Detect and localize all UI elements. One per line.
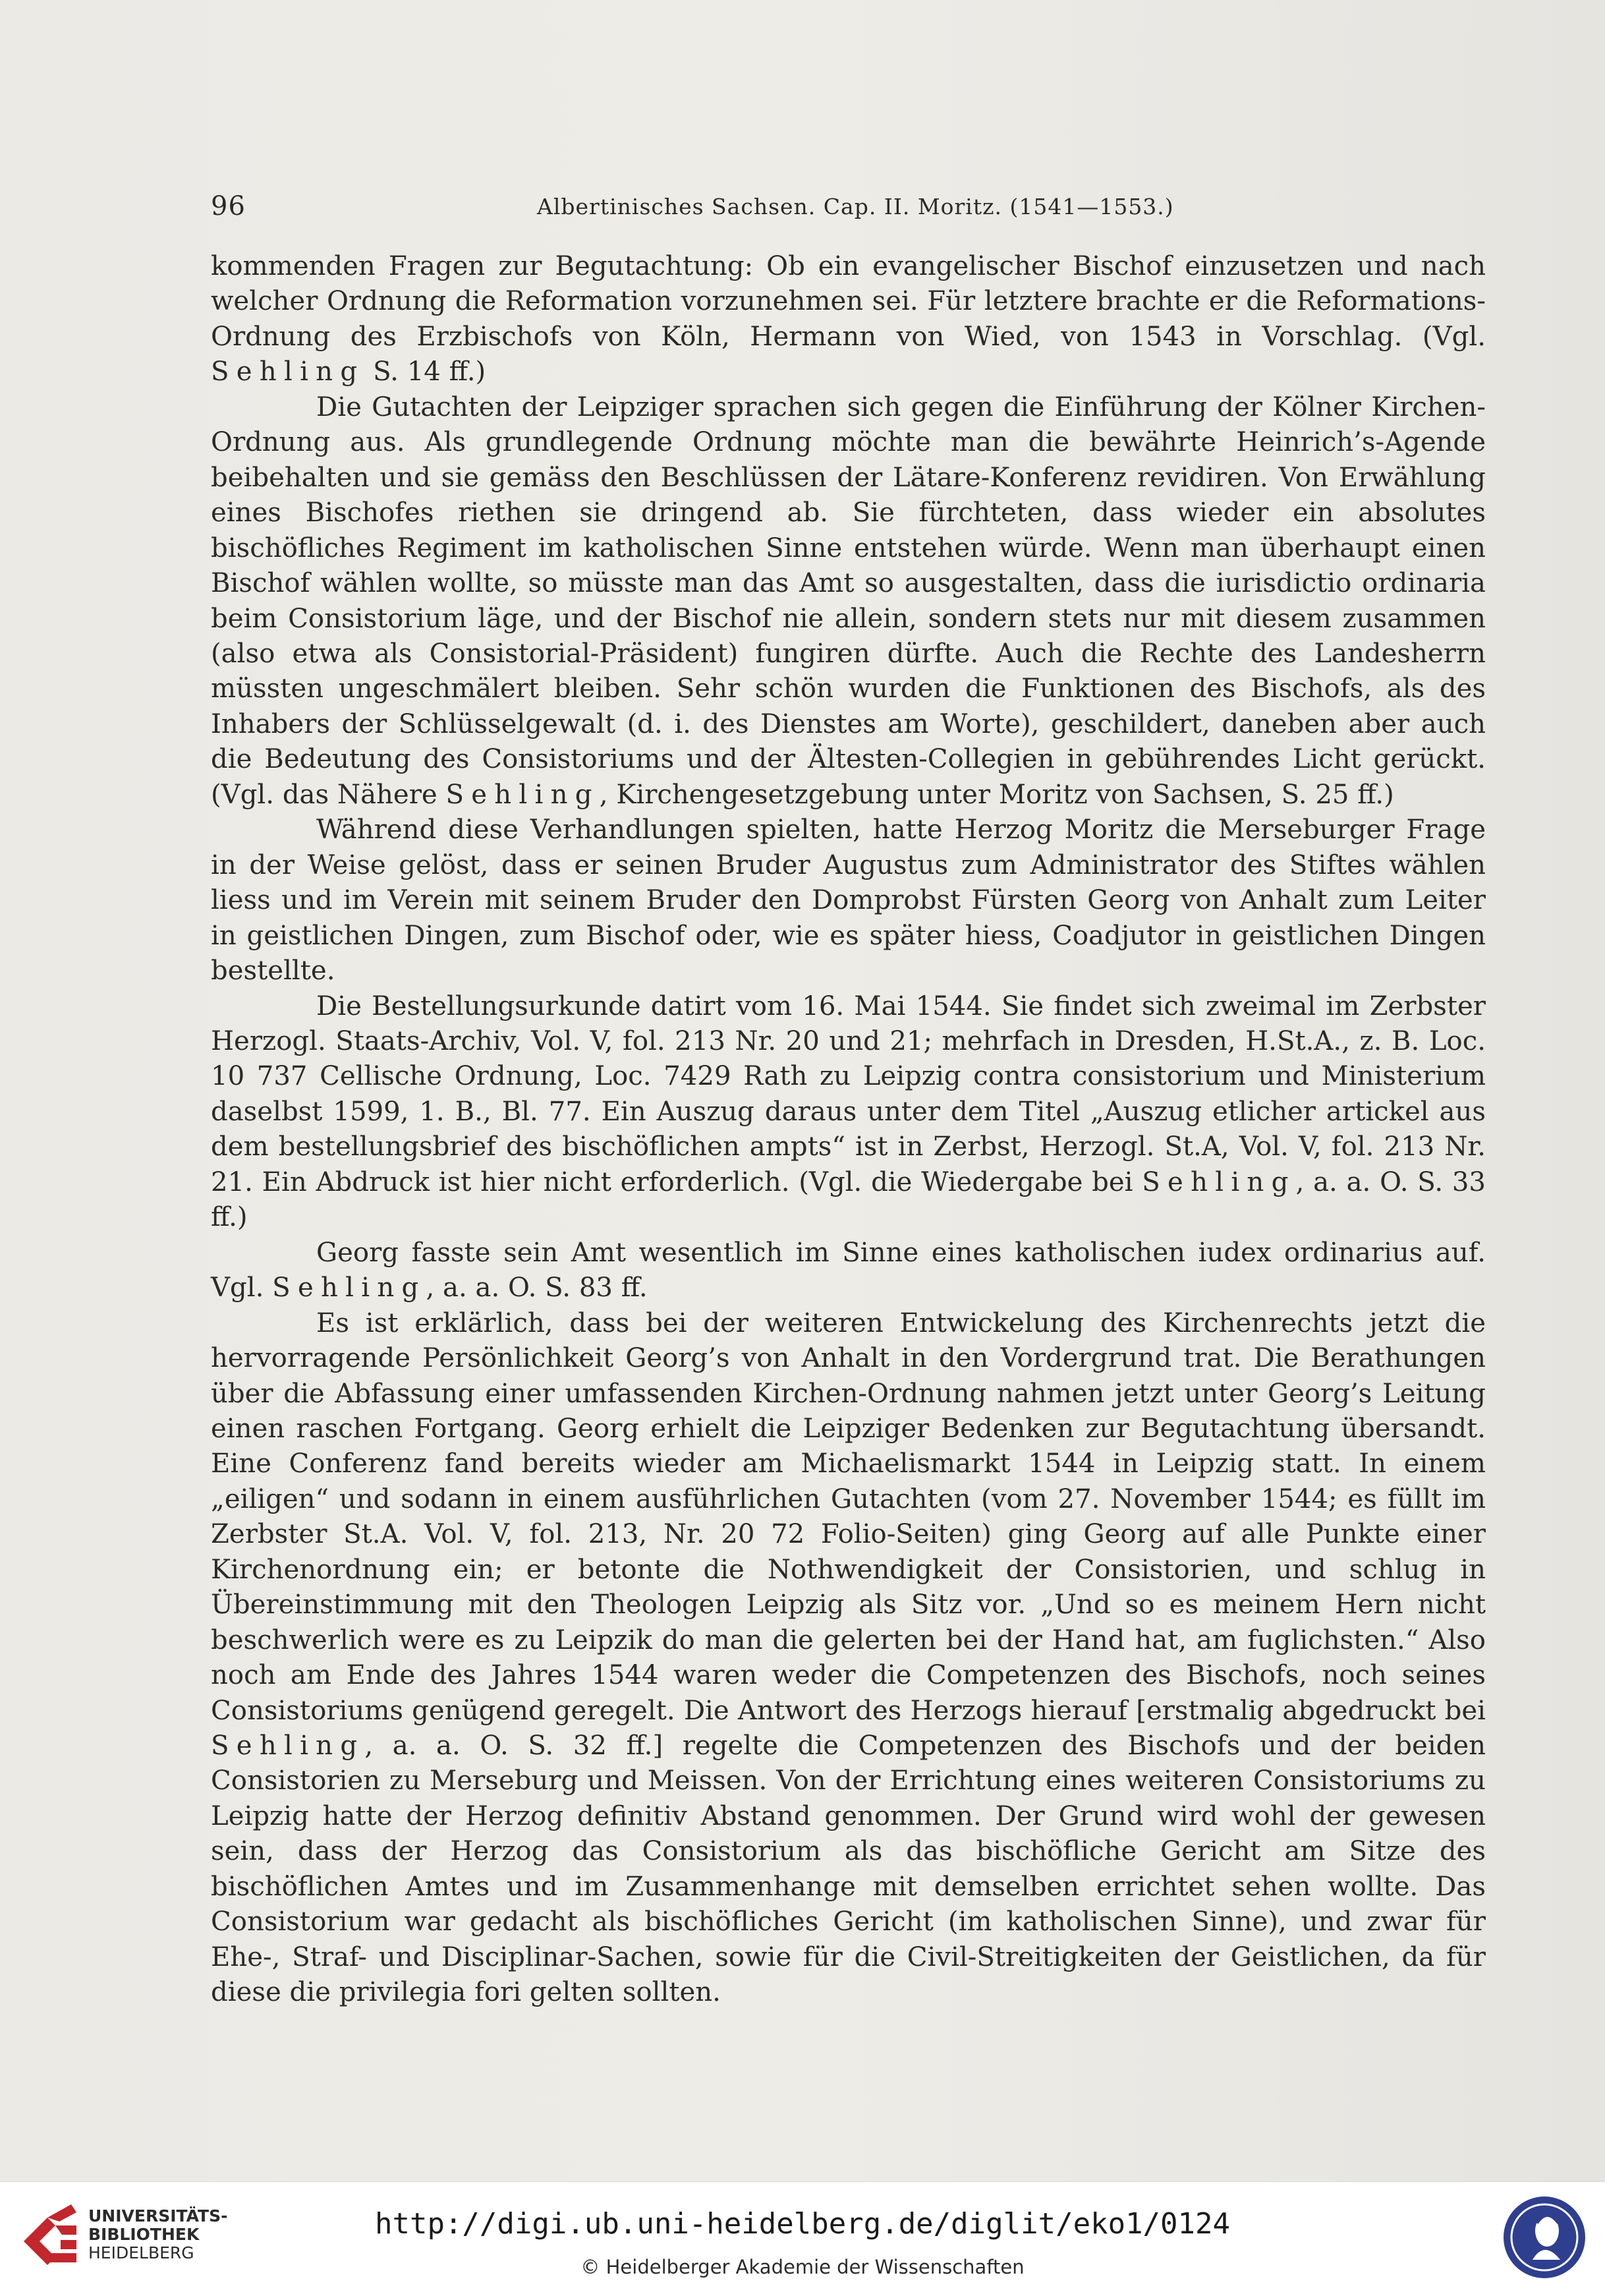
running-title: Albertinisches Sachsen. Cap. II. Moritz. (1541—1553.) [537,194,1174,219]
text-run: , a. a. O. S. 33 ff.) [211,1166,1486,1233]
spaced-author-name: Sehling [211,1731,365,1762]
spaced-author-name: Sehling [211,357,365,387]
permalink-url[interactable]: http://digi.ub.uni-heidelberg.de/diglit/eko1/0124 [374,2207,1231,2241]
text-run: S. 14 ff.) [364,357,486,387]
spaced-author-name: Sehling [445,779,600,810]
library-line-3: HEIDELBERG [88,2243,194,2262]
text-run: , a. a. O. S. 32 ff.] regelte die Competenzen des Bischofs und der beiden Consistorien zu Merseburg und Meissen. Von der Errichtung eines weiteren Consistoriums zu Leipzig hatte der Herzog definitiv Abstand genommen. Der Grund wird wohl der gewesen sein, dass der Herzog das Consistorium als das bischöfliche Gericht am Sitze des bischöflichen Amtes und im Zusammenhange mit demselben errichtet sehen wollte. Das Consistorium war gedacht als bischöfliches Gericht (im katholischen Sinne), und zwar für Ehe-, Straf- und Disciplinar-Sachen, sowie für die Civil-Streitigkeiten der Geistlichen, da für diese die privilegia fori gelten sollten. [211,1731,1486,2008]
text-run: , Kirchengesetzgebung unter Moritz von Sachsen, S. 25 ff.) [599,779,1394,810]
text-run: Georg fasste sein Amt wesentlich im Sinne eines katholischen iudex ordinarius auf. Vgl. [211,1237,1486,1304]
footer-bar [0,2181,1605,2296]
paragraph [211,1236,1486,1306]
text-run: , a. a. O. S. 83 ff. [426,1273,648,1304]
text-run: kommenden Fragen zur Begutachtung: Ob ein evangelischer Bischof einzusetzen und nach welcher Ordnung die Reformation vorzunehmen sei. Für letztere brachte er die Reformations-Ordnung des Erzbischofs von Köln, Hermann von Wied, von 1543 in Vorschlag. (Vgl. [211,251,1486,352]
spaced-author-name: Sehling [272,1273,426,1304]
paragraph [211,390,1486,813]
text-run: Die Bestellungsurkunde datirt vom 16. Mai 1544. Sie findet sich zweimal im Zerbster Herzogl. Staats-Archiv, Vol. V, fol. 213 Nr. 20 und 21; mehrfach in Dresden, H.St.A., z. B. Loc. 10 737 Cellische Ordnung, Loc. 7429 Rath zu Leipzig contra consistorium und Ministerium daselbst 1599, 1. B., Bl. 77. Ein Auszug daraus unter dem Titel „Auszug etlicher artickel aus dem bestellungsbrief des bischöflichen ampts“ ist in Zerbst, Herzogl. St.A, Vol. V, fol. 213 Nr. 21. Ein Abdruck ist hier nicht erforderlich. (Vgl. die Wiedergabe bei [211,990,1486,1197]
body-text [211,249,1486,2011]
spaced-author-name: Sehling [1142,1166,1296,1197]
library-line-2: BIBLIOTHEK [88,2225,200,2244]
page-header [211,191,1486,231]
academy-seal-icon [1501,2194,1588,2281]
paragraph [211,989,1486,1236]
paragraph [211,1306,1486,2011]
text-run: Die Gutachten der Leipziger sprachen sich gegen die Einführung der Kölner Kirchen-Ordnung aus. Als grundlegende Ordnung möchte man die bewährte Heinrich’s-Agende beibehalten und sie gemäss den Beschlüssen der Lätare-Konferenz revidiren. Von Erwählung eines Bischofes riethen sie dringend ab. Sie fürchteten, dass wieder ein absolutes bischöfliches Regiment im katholischen Sinne entstehen würde. Wenn man überhaupt einen Bischof wählen wollte, so müsste man das Amt so ausgestalten, dass die iurisdictio ordinaria beim Consistorium läge, und der Bischof nie allein, sondern stets nur mit diesem zusammen (also etwa als Consistorial-Präsident) fungiren dürfte. Auch die Rechte des Landesherrn müssten ungeschmälert bleiben. Sehr schön wurden die Funktionen des Bischofs, als des Inhabers der Schlüsselgewalt (d. i. des Dienstes am Worte), geschildert, daneben aber auch die Bedeutung des Consistoriums und der Ältesten-Collegien in gebührendes Licht gerückt. (Vgl. das Nähere [211,391,1486,810]
copyright-notice: © Heidelberger Akademie der Wissenschaften [580,2256,1025,2278]
paragraph [211,249,1486,390]
library-line-1: UNIVERSITÄTS- [88,2206,228,2225]
text-run: Während diese Verhandlungen spielten, hatte Herzog Moritz die Merseburger Frage in der Weise gelöst, dass er seinen Bruder Augustus zum Administrator des Stiftes wählen liess und im Verein mit seinem Bruder den Domprobst Fürsten Georg von Anhalt zum Leiter in geistlichen Dingen, zum Bischof oder, wie es später hiess, Coadjutor in geistlichen Dingen bestellte. [211,815,1486,987]
page-number: 96 [211,191,246,221]
paragraph [211,813,1486,989]
text-run: Es ist erklärlich, dass bei der weiteren Entwickelung des Kirchenrechts jetzt die hervorragende Persönlichkeit Georg’s von Anhalt in den Vordergrund trat. Die Berathungen über die Abfassung einer umfassenden Kirchen-Ordnung nahmen jetzt unter Georg’s Leitung einen raschen Fortgang. Georg erhielt die Leipziger Bedenken zur Begutachtung übersandt. Eine Conferenz fand bereits wieder am Michaelismarkt 1544 in Leipzig statt. In einem „eiligen“ und sodann in einem ausführlichen Gutachten (vom 27. November 1544; es füllt im Zerbster St.A. Vol. V, fol. 213, Nr. 20 72 Folio-Seiten) ging Georg auf alle Punkte einer Kirchenordnung ein; er betonte die Nothwendigkeit der Consistorien, und schlug in Übereinstimmung mit den Theologen Leipzig als Sitz vor. „Und so es meinem Hern nicht beschwerlich were es zu Leipzik do man die gelerten bei der Hand hat, am fuglichsten.“ Also noch am Ende des Jahres 1544 waren weder die Competenzen des Bischofs, noch seines Consistoriums genügend geregelt. Die Antwort des Herzogs hierauf [erstmalig abgedruckt bei [211,1307,1486,1726]
